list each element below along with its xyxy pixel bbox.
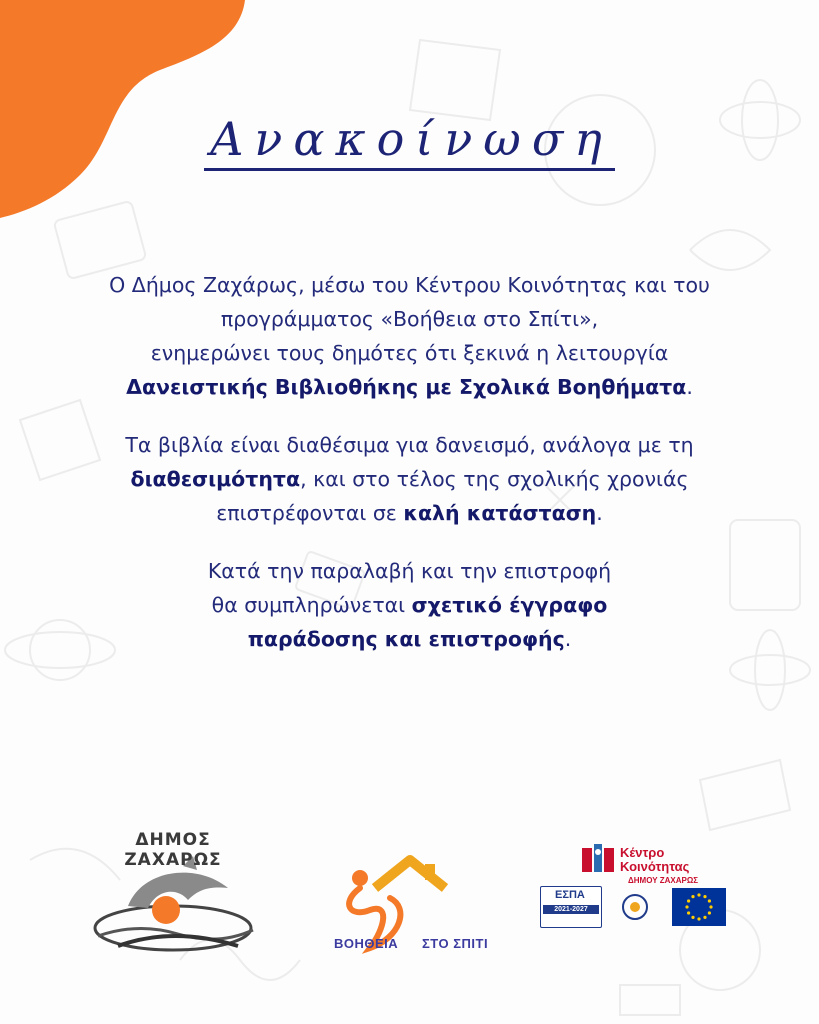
paragraph-3: Κατά την παραλαβή και την επιστροφή θα συμπληρώνεται σχετικό έγγραφο παράδοσης και επιστροφής. — [207, 559, 612, 651]
announcement-body — [40, 268, 779, 656]
kentro-subtitle: ΔΗΜΟΥ ΖΑΧΑΡΩΣ — [628, 876, 699, 885]
dimos-zacharos-logo — [88, 828, 258, 958]
ministry-emblem-icon — [618, 890, 652, 924]
paragraph-2: Τα βιβλία είναι διαθέσιμα για δανεισμό, ανάλογα με τη διαθεσιμότητα, και στο τέλος της σχολικής χρονιάς επιστρέφονται σε καλή κατάσταση. — [125, 433, 694, 525]
espa-years: 2021-2027 — [543, 905, 599, 914]
paragraph-1: Ο Δήμος Ζαχάρως, μέσω του Κέντρου Κοινότητας και του προγράμματος «Βοήθεια στο Σπίτι», ενημερώνει τους δημότες ότι ξεκινά η λειτουργία Δανειστικής Βιβλιοθήκης με Σχολικά Βοηθήματα. — [109, 273, 710, 399]
kentro-title: Κέντρο Κοινότητας — [620, 845, 690, 874]
voitheia-right-text: ΣΤΟ ΣΠΙΤΙ — [422, 936, 489, 951]
page-title: Ανακοίνωση — [0, 112, 819, 166]
espa-text: ΕΣΠΑ — [555, 889, 585, 901]
community-people-icon — [582, 844, 614, 874]
eu-flag-icon — [672, 888, 726, 926]
voitheia-left-text: ΒΟΗΘΕΙΑ — [334, 936, 399, 951]
espa-logo — [540, 886, 602, 928]
dimos-logo-text: ΔΗΜΟΣ ΖΑΧΑΡΩΣ — [124, 830, 222, 870]
footer-logos — [0, 820, 819, 960]
voitheia-sto-spiti-logo — [330, 848, 490, 968]
kentro-koinotitas-logo — [536, 838, 736, 956]
